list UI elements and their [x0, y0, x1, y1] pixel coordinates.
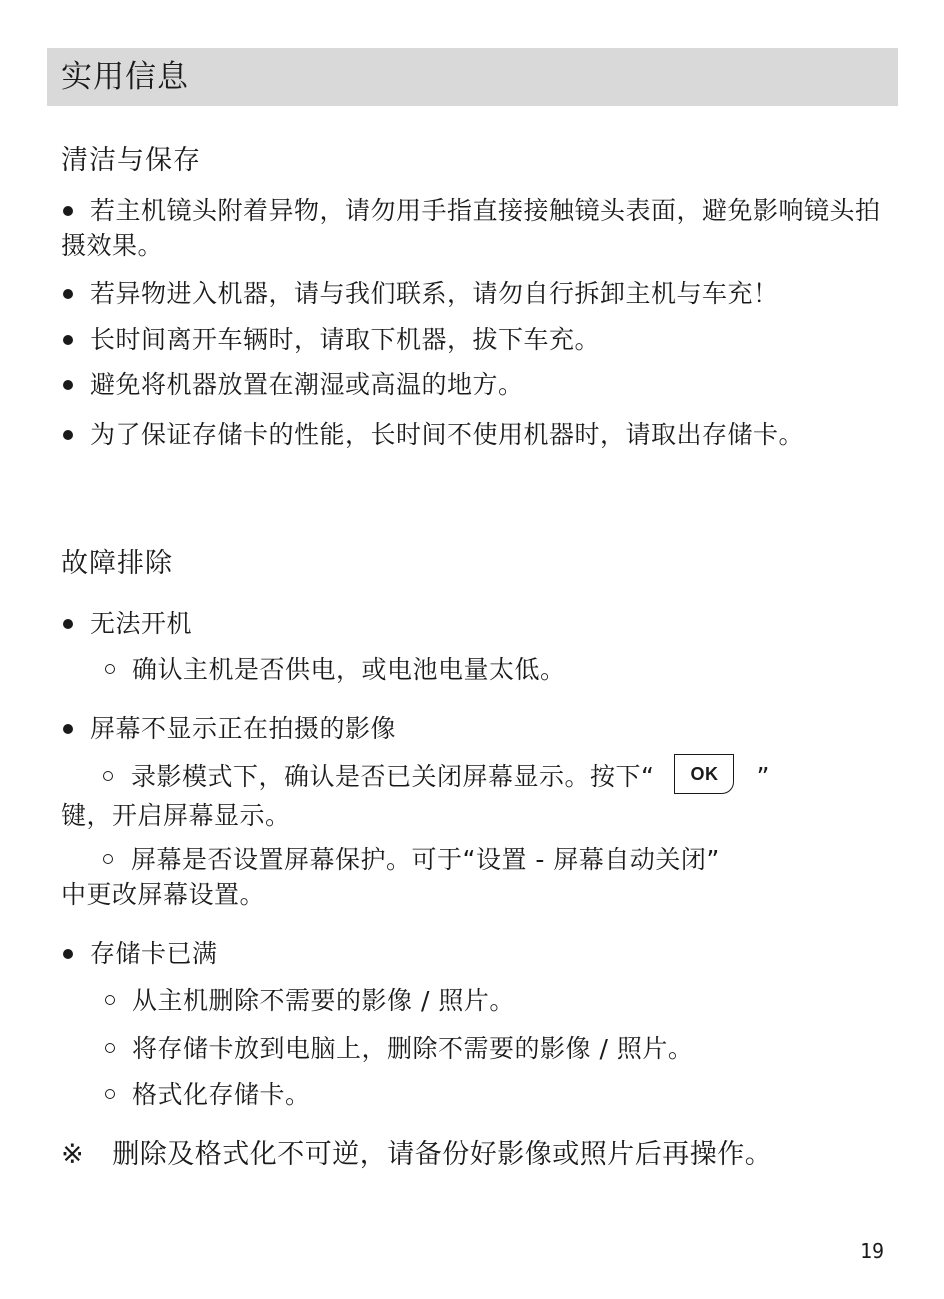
list-item-text: 若异物进入机器，请与我们联系，请勿自行拆卸主机与车充！ [90, 279, 779, 308]
reference-mark-icon: ※ [61, 1139, 85, 1170]
circle-bullet-icon [103, 771, 113, 781]
paragraph-text: 屏幕是否设置屏幕保护。可于“设置 - 屏幕自动关闭” [131, 845, 720, 874]
bullet-icon [63, 724, 73, 734]
list-item-text: 无法开机 [90, 609, 193, 638]
sub-list-item [103, 1031, 693, 1066]
bullet-icon [63, 619, 73, 629]
ok-key-icon: OK [674, 754, 734, 794]
paragraph-text: 中更改屏幕设置。 [61, 880, 266, 909]
circle-bullet-icon [105, 1089, 115, 1099]
list-item [61, 606, 891, 641]
bullet-icon [63, 380, 73, 390]
troubleshooting-section-title: 故障排除 [61, 548, 173, 579]
list-item [61, 193, 891, 263]
list-item [61, 322, 891, 357]
list-item [61, 367, 891, 402]
sub-list-item [103, 652, 566, 687]
circle-bullet-icon [103, 854, 113, 864]
list-item [61, 276, 891, 311]
care-section-title: 清洁与保存 [61, 145, 201, 176]
sub-list-item-text: 从主机删除不需要的影像 / 照片。 [132, 986, 515, 1015]
list-item-text: 若主机镜头附着异物，请勿用手指直接接触镜头表面，避免影响镜头拍摄效果。 [61, 196, 881, 260]
sub-list-item [103, 983, 515, 1018]
list-item-text: 避免将机器放置在潮湿或高温的地方。 [90, 370, 524, 399]
sub-list-item-text: 将存储卡放到电脑上，删除不需要的影像 / 照片。 [132, 1034, 694, 1063]
circle-bullet-icon [105, 1043, 115, 1053]
sub-list-item-text: 确认主机是否供电，或电池电量太低。 [132, 655, 566, 684]
paragraph-text: 录影模式下，确认是否已关闭屏幕显示。按下“ [131, 762, 655, 791]
page-title: 实用信息 [61, 59, 189, 95]
sub-list-item-text: 格式化存储卡。 [132, 1080, 311, 1109]
warning-note [61, 1137, 772, 1173]
bullet-icon [63, 949, 73, 959]
page-number: 19 [860, 1239, 885, 1263]
section-header-bar [47, 48, 898, 106]
list-item [61, 936, 891, 971]
circle-bullet-icon [105, 995, 115, 1005]
paragraph-text: 键，开启屏幕显示。 [61, 801, 291, 830]
screen-display-paragraph [61, 758, 881, 833]
list-item-text: 屏幕不显示正在拍摄的影像 [90, 714, 397, 743]
bullet-icon [63, 335, 73, 345]
list-item-text: 存储卡已满 [90, 939, 218, 968]
screen-saver-paragraph [61, 842, 881, 912]
circle-bullet-icon [105, 664, 115, 674]
sub-list-item [103, 1077, 311, 1112]
list-item [61, 417, 891, 452]
bullet-icon [63, 206, 73, 216]
bullet-icon [63, 289, 73, 299]
paragraph-text: ” [756, 762, 770, 791]
list-item-text: 为了保证存储卡的性能，长时间不使用机器时，请取出存储卡。 [90, 420, 805, 449]
list-item [61, 711, 891, 746]
bullet-icon [63, 430, 73, 440]
note-text: 删除及格式化不可逆，请备份好影像或照片后再操作。 [112, 1139, 773, 1170]
list-item-text: 长时间离开车辆时，请取下机器，拔下车充。 [90, 325, 601, 354]
